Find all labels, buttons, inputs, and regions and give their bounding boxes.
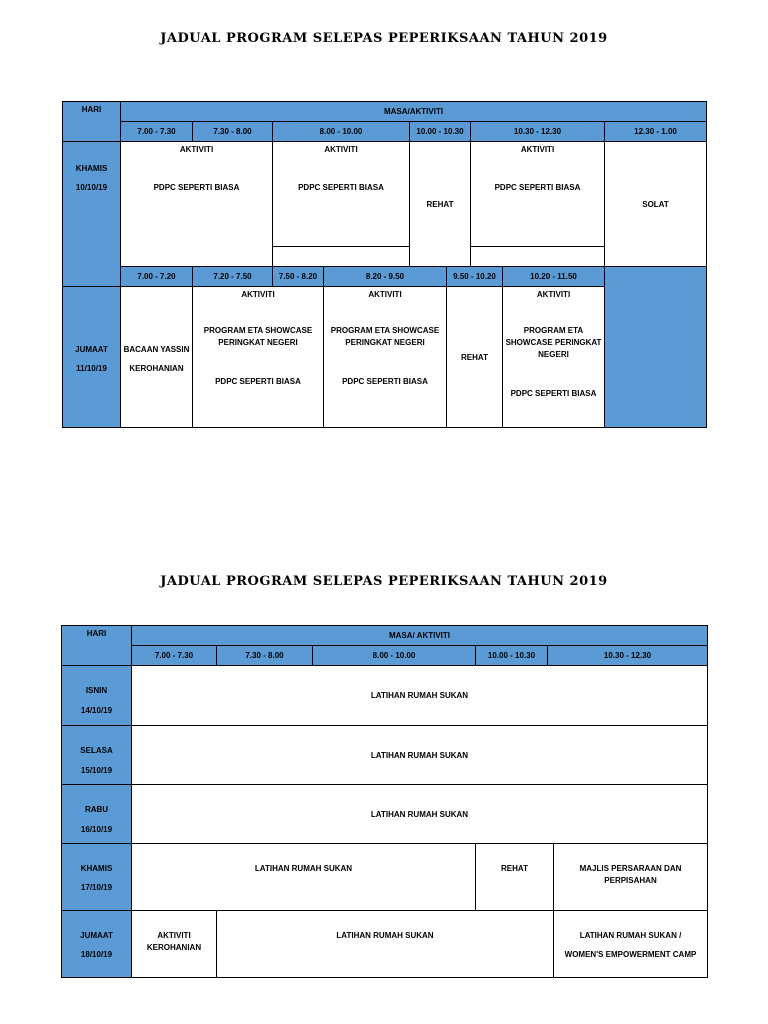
schedule-title-1: JADUAL PROGRAM SELEPAS PEPERIKSAAN TAHUN 2019 [160,31,608,46]
day-label: JUMAAT [75,345,108,354]
activity-text: BACAAN YASSIN [123,345,190,354]
activity-cell [120,141,273,267]
empty-cell [272,246,410,267]
time-slot-header: 10.30 - 12.30 [470,121,605,142]
activity-cell [470,141,605,247]
time-slot-header: 10.30 - 12.30 [547,645,708,666]
day-cell-khamis [62,141,121,287]
day-cell-isnin [61,665,132,726]
time-slot-header: 8.00 - 10.00 [272,121,410,142]
activity-text: PDPC SEPERTI BIASA [215,377,301,386]
solat-cell: SOLAT [604,141,707,267]
day-cell-jumaat [61,910,132,978]
time-slot-header: 7.30 - 8.00 [192,121,273,142]
activity-cell: LATIHAN RUMAH SUKAN [131,784,708,844]
activity-cell [131,843,476,911]
date-label: 15/10/19 [80,766,113,775]
activity-text: REHAT [501,864,528,873]
masa-aktiviti-header: MASA/AKTIVITI [120,101,707,122]
activity-text: MAJLIS PERSARAAN DAN [579,864,682,873]
time-slot-header: 10.20 - 11.50 [502,266,605,287]
day-label: SELASA [80,746,113,755]
day-label: JUMAAT [80,931,113,940]
day-label: KHAMIS [75,164,108,173]
activity-text: SHOWCASE PERINGKAT [505,338,602,347]
day-cell-khamis [61,843,132,911]
activity-text: PROGRAM ETA SHOWCASE [203,326,313,335]
activity-text: WOMEN'S EMPOWERMENT CAMP [564,950,697,959]
activity-text: KEROHANIAN [146,943,202,952]
time-slot-header: 7.00 - 7.20 [120,266,193,287]
time-slot-header: 12.30 - 1.00 [604,121,707,142]
activity-text: PROGRAM ETA SHOWCASE [330,326,440,335]
empty-blue-cell [604,266,707,428]
activity-cell: LATIHAN RUMAH SUKAN [131,725,708,785]
date-label: 16/10/19 [80,825,113,834]
rehat-cell [475,843,554,911]
activity-text: PROGRAM ETA [523,326,584,335]
activity-text: PDPC SEPERTI BIASA [153,183,240,192]
time-slot-header: 10.00 - 10.30 [475,645,548,666]
activity-cell [272,141,410,247]
day-label: ISNIN [85,686,108,695]
activity-text: PDPC SEPERTI BIASA [342,377,428,386]
activity-text: PDPC SEPERTI BIASA [494,183,581,192]
activity-heading: AKTIVITI [520,145,555,154]
date-label: 11/10/19 [76,364,107,373]
hari-header: HARI [61,625,132,666]
activity-text: PERINGKAT NEGERI [345,338,425,347]
masa-aktiviti-header: MASA/ AKTIVITI [131,625,708,646]
activity-cell [502,286,605,428]
empty-cell [470,246,605,267]
time-slot-header: 7.30 - 8.00 [216,645,313,666]
activity-cell [323,286,447,428]
activity-text: PERINGKAT NEGERI [218,338,298,347]
activity-text: LATIHAN RUMAH SUKAN [336,931,434,940]
activity-text: PDPC SEPERTI BIASA [510,389,597,398]
activity-text: PDPC SEPERTI BIASA [298,183,384,192]
activity-heading: AKTIVITI [324,145,358,154]
activity-cell [553,843,708,911]
activity-text: AKTIVITI [157,931,191,940]
time-slot-header: 7.20 - 7.50 [192,266,273,287]
activity-text: PERPISAHAN [604,876,657,885]
activity-heading: AKTIVITI [241,290,275,299]
activity-text: LATIHAN RUMAH SUKAN [254,864,353,873]
day-label: KHAMIS [80,864,113,873]
time-slot-header: 7.50 - 8.20 [272,266,324,287]
hari-header: HARI [62,101,121,142]
activity-cell [192,286,324,428]
activity-text: LATIHAN RUMAH SUKAN / [579,931,682,940]
rehat-cell: REHAT [409,141,471,267]
date-label: 18/10/19 [80,950,113,959]
activity-heading: AKTIVITI [536,290,571,299]
activity-cell [216,910,554,978]
time-slot-header: 9.50 - 10.20 [446,266,503,287]
activity-cell: LATIHAN RUMAH SUKAN [131,665,708,726]
activity-cell [553,910,708,978]
rehat-cell: REHAT [446,286,503,428]
day-label: RABU [84,805,109,814]
time-slot-header: 10.00 - 10.30 [409,121,471,142]
time-slot-header: 8.00 - 10.00 [312,645,476,666]
schedule-title-2: JADUAL PROGRAM SELEPAS PEPERIKSAAN TAHUN 2019 [160,574,608,589]
activity-cell [131,910,217,978]
activity-heading: AKTIVITI [368,290,402,299]
day-cell-rabu [61,784,132,844]
time-slot-header: 7.00 - 7.30 [131,645,217,666]
time-slot-header: 8.20 - 9.50 [323,266,447,287]
date-label: 10/10/19 [75,183,108,192]
date-label: 17/10/19 [80,883,113,892]
activity-heading: AKTIVITI [179,145,214,154]
activity-text: NEGERI [538,350,569,359]
date-label: 14/10/19 [80,706,113,715]
activity-cell [120,286,193,428]
day-cell-jumaat [62,286,121,428]
day-cell-selasa [61,725,132,785]
activity-text: KEROHANIAN [129,364,184,373]
time-slot-header: 7.00 - 7.30 [120,121,193,142]
